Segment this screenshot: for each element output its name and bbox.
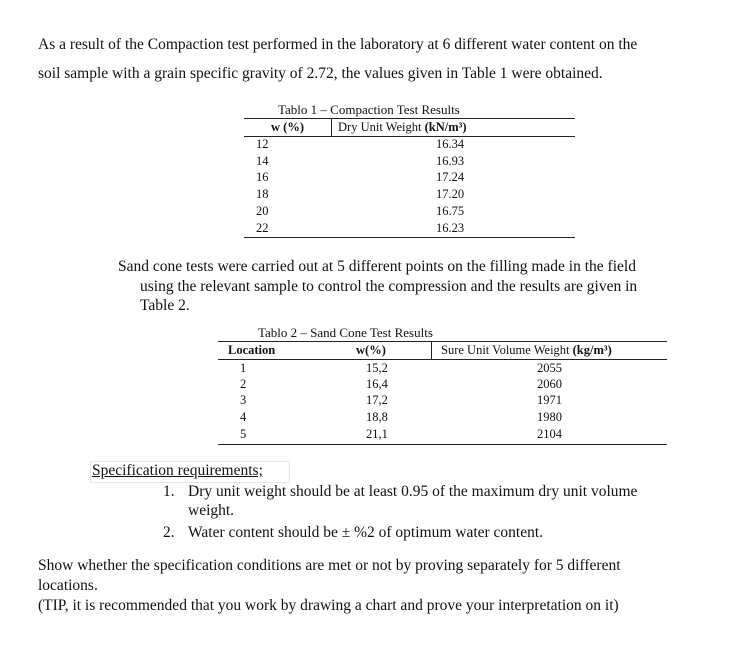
table-1-header-rule (244, 136, 575, 137)
intro-line-2: soil sample with a grain specific gravity of 2.72, the values given in Table 1 were obtained. (38, 65, 603, 82)
sand-cone-line-3: Table 2. (140, 297, 190, 314)
table-2-location-cell: 3 (240, 393, 247, 407)
table-2-top-rule (218, 341, 667, 342)
table-1-dry-cell: 16.23 (436, 221, 465, 235)
closing-line-1: Show whether the specification conditions are met or not by proving separately for 5 different (38, 557, 621, 574)
table-1-w-cell: 22 (256, 221, 269, 235)
table-2-w-cell: 15,2 (366, 361, 388, 375)
table-2-bottom-rule (218, 444, 667, 445)
table-1-dry-cell: 17.24 (436, 170, 465, 184)
table-1-w-cell: 20 (256, 204, 269, 218)
table-1-col-dry-unit: (kN/m³) (424, 120, 467, 134)
spec-item-1-line-2: weight. (188, 502, 235, 519)
spec-item-2-text: Water content should be ± %2 of optimum water content. (188, 524, 544, 541)
table-2-col-w-header: w(%) (356, 343, 386, 357)
table-2-location-cell: 5 (240, 427, 247, 441)
table-1-caption: Tablo 1 – Compaction Test Results (278, 102, 460, 117)
table-1-dry-cell: 16.75 (436, 204, 465, 218)
spec-item-2-number: 2. (163, 524, 175, 541)
table-2-col-weight-unit: (kg/m³) (572, 343, 612, 357)
table-1-w-cell: 18 (256, 187, 269, 201)
table-1-w-cell: 12 (256, 137, 269, 151)
table-2-header-rule (218, 359, 667, 360)
table-2-w-cell: 16,4 (366, 377, 388, 391)
table-2-weight-cell: 2104 (537, 427, 562, 441)
table-1-top-rule (244, 118, 575, 119)
sand-cone-line-2: using the relevant sample to control the compression and the results are given in (140, 278, 638, 295)
table-2-location-cell: 1 (240, 361, 247, 375)
spec-item-1-number: 1. (163, 483, 175, 500)
table-1-col-dry-label: Dry Unit Weight (338, 120, 422, 134)
table-1-bottom-rule (244, 237, 575, 238)
table-2-col-weight-header (441, 343, 612, 358)
table-2-w-cell: 21,1 (366, 427, 388, 441)
table-2-w-cell: 17,2 (366, 393, 388, 407)
table-1-dry-cell: 17.20 (436, 187, 465, 201)
table-2-caption: Tablo 2 – Sand Cone Test Results (258, 325, 433, 340)
table-1-w-cell: 16 (256, 170, 269, 184)
table-1-col-dry-header (338, 120, 467, 135)
table-1-dry-cell: 16.34 (436, 137, 465, 151)
table-1-dry-cell: 16.93 (436, 154, 465, 168)
table-2-location-cell: 2 (240, 377, 247, 391)
spec-title: Specification requirements; (92, 462, 263, 479)
closing-line-3: (TIP, it is recommended that you work by drawing a chart and prove your interpretation on it) (38, 597, 619, 614)
sand-cone-line-1: Sand cone tests were carried out at 5 different points on the filling made in the field (118, 258, 636, 275)
table-2-weight-cell: 2060 (537, 377, 562, 391)
closing-line-2: locations. (38, 577, 98, 594)
table-2-col-location-header: Location (228, 343, 276, 357)
table-2-col-weight-label: Sure Unit Volume Weight (441, 343, 570, 357)
table-2-weight-cell: 2055 (537, 361, 562, 375)
table-2-weight-cell: 1971 (537, 393, 562, 407)
table-2-header-divider (431, 341, 432, 360)
table-2-w-cell: 18,8 (366, 410, 388, 424)
spec-item-1-line-1: Dry unit weight should be at least 0.95 of the maximum dry unit volume (188, 483, 638, 500)
intro-line-1: As a result of the Compaction test performed in the laboratory at 6 different water content on the (38, 36, 638, 53)
table-1-w-cell: 14 (256, 154, 269, 168)
table-1-col-w-header: w (%) (271, 120, 304, 134)
table-2-weight-cell: 1980 (537, 410, 562, 424)
table-1-header-divider (331, 118, 332, 137)
table-2-location-cell: 4 (240, 410, 247, 424)
